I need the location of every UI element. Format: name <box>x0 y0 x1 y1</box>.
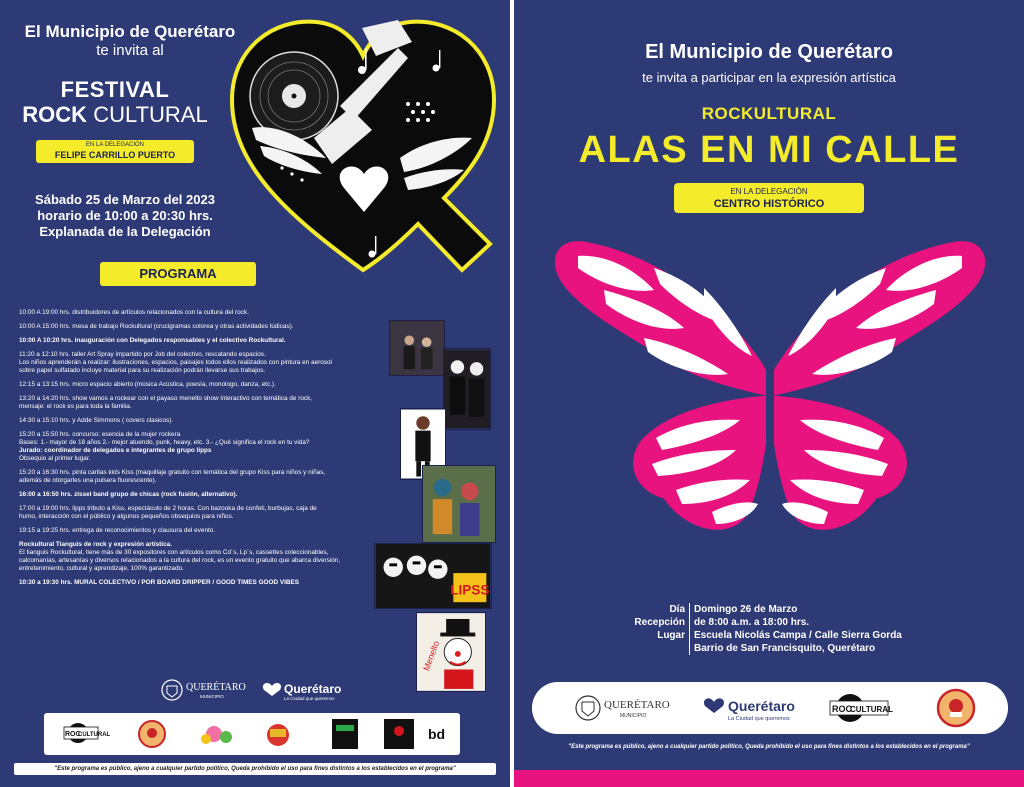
butterfly-icon <box>544 228 996 548</box>
queretaro-brand-text: Querétaro <box>728 698 795 714</box>
program-item: 19:15 a 19:25 hrs. entrega de reconocimientos y clausura del evento. <box>19 527 216 534</box>
info-value: Barrio de San Francisquito, Querétaro <box>689 642 875 655</box>
program-item: 10:00 A 19:00 hrs. distribuidores de artículos relacionados con la cultura del rock. <box>19 309 249 316</box>
program-item: Obsequio al primer lugar. <box>19 455 91 462</box>
info-label: Día <box>669 604 685 615</box>
program-item: 16:00 a 16:50 hrs. zissel band grupo de chicas (rock fusión, alternativo). <box>19 491 238 498</box>
partner-logos-strip <box>532 682 1008 734</box>
tianguis-seal-logo <box>139 721 165 747</box>
svg-text:ROC: ROC <box>65 731 81 738</box>
festival-poster <box>0 0 510 787</box>
delegation-label: EN LA DELEGACIÓN <box>730 187 808 196</box>
date-line: Sábado 25 de Marzo del 2023 <box>35 192 215 207</box>
cultural-word: CULTURAL <box>93 102 208 127</box>
info-label <box>610 642 689 655</box>
legal-disclaimer: "Este programa es público, ajeno a cualquier partido político, Queda prohibido el uso para fines distintos a los establecidos en el programa" <box>568 744 970 750</box>
program-item: 13:20 a 14:20 hrs. show vamos a rockear con el payaso menelto show interactivo con temática de rock, mensaje: el rock es para toda la familia. <box>19 395 313 410</box>
program-item: 12:15 a 13:15 hrs. micro espacio abierto (música Acústica, poesía, monologo, danza, etc.). <box>19 381 276 388</box>
program-item: 10:00 A 10:20 hrs. inauguración con Delegados responsables y el colectivo Rockultural. <box>19 337 286 344</box>
program-item: 11:20 a 12:10 hrs. taller Art Spray impartido por Job del colectivo, rescatando espacios. Los niños aprenderán a realizar: ilustraciones, espacios, paisajes todos ellos realizados con pintura en aerosol sobre papel sulfatado incluye material para su realización podrán llevarse sus trabajos. <box>19 351 332 374</box>
programa-heading: PROGRAMA <box>100 262 256 286</box>
svg-text:Menelto: Menelto <box>421 639 442 673</box>
program-item: 15:20 a 16:30 hrs. pinta caritas kids Kiss (maquillaje gratuito con temática del grupo Kiss para niños y niñas, además de otorgarles una pulsera fluorescente). <box>19 469 326 484</box>
info-label: Lugar <box>657 630 685 641</box>
svg-text:bd: bd <box>428 726 446 742</box>
lipss-logo-text: LIPSS <box>450 582 490 598</box>
venue-line: Explanada de la Delegación <box>39 224 211 239</box>
band-logo <box>384 719 414 749</box>
org-title: El Municipio de Querétaro <box>645 41 893 63</box>
event-date <box>10 192 240 240</box>
sponsor-logos <box>160 678 360 702</box>
invite-text: te invita al <box>96 42 164 59</box>
dark-band-logo <box>332 719 358 749</box>
rock-cultural-line <box>20 102 210 128</box>
delegation-name: FELIPE CARRILLO PUERTO <box>54 150 176 160</box>
svg-text:ROC: ROC <box>832 704 852 714</box>
svg-text:MUNICIPIO: MUNICIPIO <box>200 694 224 699</box>
svg-text:La Ciudad que queremos: La Ciudad que queremos <box>728 716 790 722</box>
delegation-label: EN LA DELEGACIÓN <box>85 142 145 148</box>
qro-municipio-text: QUERÉTARO <box>604 699 670 711</box>
info-value: Escuela Nicolás Campa / Calle Sierra Gorda <box>689 629 902 642</box>
info-row-address <box>610 642 990 655</box>
rock-word: ROCK <box>22 102 88 127</box>
program-item: 17:00 a 19:00 hrs. lipps tributo a Kiss, espectáculo de 2 horas. Con bazooka de confeti, burbujas, caja de humo, interacción con el público y algunos pequeños obsequios para niños. <box>19 505 317 520</box>
invite-text: te invita a participar en la expresión artística <box>642 70 896 85</box>
lipss-kiss-tribute-photo <box>374 543 492 609</box>
bd-logo <box>428 726 445 742</box>
svg-text:CULTURAL: CULTURAL <box>850 705 893 714</box>
svg-text:MUNICIPIO: MUNICIPIO <box>620 713 647 719</box>
magenta-footer-bar <box>514 770 1024 787</box>
band-photo <box>389 320 445 376</box>
partner-logos-strip <box>44 713 460 755</box>
program-item: Rockultural Tianguis de rock y expresión artística. <box>19 541 172 548</box>
queretaro-brand-text: Querétaro <box>284 682 342 696</box>
heart-q-emblem <box>222 8 504 286</box>
kiss-band-photo <box>443 348 491 430</box>
info-row-day <box>610 603 990 616</box>
svg-text:La Ciudad que queremos: La Ciudad que queremos <box>284 696 335 701</box>
rockultural-title: ROCKULTURAL <box>701 104 837 123</box>
event-headline: ALAS EN MI CALLE <box>578 129 960 171</box>
heart-logo-icon <box>263 683 281 696</box>
event-details <box>610 603 990 655</box>
program-item: Jurado: coordinador de delegados e integrantes de grupo lipps <box>19 447 212 454</box>
vinyl-record-icon <box>250 52 338 140</box>
festival-title <box>20 78 210 128</box>
org-title: El Municipio de Querétaro <box>24 22 236 41</box>
delegation-badge <box>674 183 864 213</box>
info-label: Recepción <box>634 617 685 628</box>
costume-group-photo <box>422 465 496 543</box>
clown-menelto-photo <box>416 612 486 692</box>
poster-header <box>514 40 1024 88</box>
legal-disclaimer: "Este programa es público, ajeno a cualquier partido político, Queda prohibido el uso para fines distintos a los establecidos en el programa" <box>14 763 496 775</box>
info-row-reception <box>610 616 990 629</box>
program-item: El tianguis Rockultural, tiene más de 30 expositores con artículos como Cd´s, Lp´s, cassettes coleccionables, calcomanías, artesanías y diversos relacionados a la cultura del rock, es un evento gratuito que abarca diversión, entretenimiento, cultural y aprendizaje, 100% garantizado. <box>19 549 341 572</box>
info-value: de 8:00 a.m. a 18:00 hrs. <box>689 616 809 629</box>
program-item: 15:20 a 15:50 hrs. concurso: esencia de la mujer rockera Bases: 1.- mayor de 18 años 2.- mejor atuendo, punk, heavy, etc. 3.- ¿Qué significa el rock en tu vida? <box>19 431 310 446</box>
program-item: 10:00 A 15:00 hrs. mesa de trabajo Rockultural (crucigramas colorea y otras actividades lúdicas). <box>19 323 294 330</box>
art-logo <box>267 724 289 746</box>
delegation-badge <box>36 140 194 163</box>
municipio-logos <box>160 678 360 702</box>
program-list <box>19 309 379 593</box>
info-value: Domingo 26 de Marzo <box>689 603 797 616</box>
program-item: 14:30 a 15:10 hrs. y Adde Simmons ( covers clasicos). <box>19 417 174 424</box>
qro-municipio-text: QUERÉTARO <box>186 682 246 693</box>
tianguis-seal-logo <box>938 690 974 726</box>
festival-line: FESTIVAL <box>60 77 170 102</box>
alas-poster <box>514 0 1024 787</box>
time-line: horario de 10:00 a 20:30 hrs. <box>37 208 213 223</box>
poster-header <box>10 22 250 60</box>
delegation-name: CENTRO HISTÓRICO <box>713 198 825 210</box>
svg-text:CULTURAL: CULTURAL <box>78 732 111 738</box>
info-row-place <box>610 629 990 642</box>
program-item: 10:30 a 19:30 hrs. MURAL COLECTIVO / POR BOARD DRIPPER / GOOD TIMES GOOD VIBES <box>19 579 300 586</box>
